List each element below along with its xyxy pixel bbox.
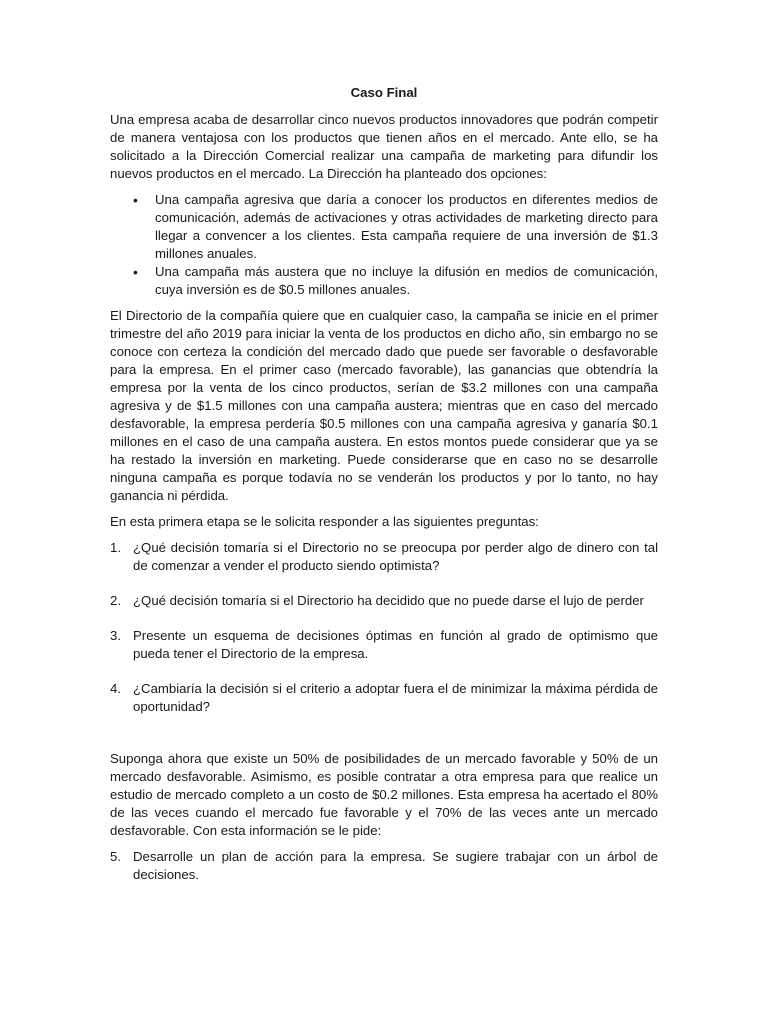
question-item (110, 680, 658, 716)
question-number: 1. (110, 540, 121, 555)
bullet-icon: • (133, 264, 138, 280)
questions-list (110, 539, 658, 716)
final-question-list (110, 848, 658, 884)
part2-paragraph: Suponga ahora que existe un 50% de posibilidades de un mercado favorable y 50% de un mercado desfavorable. Asimismo, es posible contratar a otra empresa para que realice un estudio de mercado completo a un costo de $0.2 millones. Esta empresa ha acertado el 80% de las veces cuando el mercado fue favorable y el 70% de las veces ante un mercado desfavorable. Con esta información se le pide: (110, 751, 658, 838)
question-item (110, 848, 658, 884)
campaign-option-austere (110, 263, 658, 299)
question-number: 5. (110, 849, 121, 864)
question-text: Presente un esquema de decisiones óptimas en función al grado de optimismo que pueda tener el Directorio de la empresa. (133, 628, 658, 661)
document-title: Caso Final (350, 85, 418, 100)
option-text: Una campaña agresiva que daría a conocer los productos en diferentes medios de comunicación, además de activaciones y otras actividades de marketing directo para llegar a convencer a los clientes. Esta campaña requiere de una inversión de $1.3 millones anuales. (155, 192, 658, 261)
question-number: 2. (110, 593, 121, 608)
question-text: ¿Cambiaría la decisión si el criterio a adoptar fuera el de minimizar la máxima pérdida de oportunidad? (133, 681, 658, 714)
question-text: ¿Qué decisión tomaría si el Directorio ha decidido que no puede darse el lujo de perder (133, 593, 644, 608)
question-item (110, 627, 658, 663)
question-item (110, 592, 658, 610)
campaign-options-list (110, 191, 658, 299)
question-text: Desarrolle un plan de acción para la empresa. Se sugiere trabajar con un árbol de decisiones. (133, 849, 658, 882)
question-number: 4. (110, 681, 121, 696)
directorio-paragraph: El Directorio de la compañía quiere que en cualquier caso, la campaña se inicie en el primer trimestre del año 2019 para iniciar la venta de los productos en dicho año, sin embargo no se conoce con certeza la condición del mercado dado que puede ser favorable o desfavorable para la empresa. En el primer caso (mercado favorable), las ganancias que obtendría la empresa por la venta de los cinco productos, serían de $3.2 millones con una campaña agresiva y de $1.5 millones con una campaña austera; mientras que en caso del mercado desfavorable, la empresa perdería $0.5 millones con una campaña agresiva y ganaría $0.1 millones en el caso de una campaña austera. En estos montos puede considerar que ya se ha restado la inversión en marketing. Puede considerarse que en caso no se desarrolle ninguna campaña es porque todavía no se venderán los productos y por lo tanto, no hay ganancia ni pérdida. (110, 308, 658, 503)
question-number: 3. (110, 628, 121, 643)
intro-paragraph: Una empresa acaba de desarrollar cinco nuevos productos innovadores que podrán competir de manera ventajosa con los productos que tienen años en el mercado. Ante ello, se ha solicitado a la Dirección Comercial realizar una campaña de marketing para difundir los nuevos productos en el mercado. La Dirección ha planteado dos opciones: (110, 112, 658, 181)
option-text: Una campaña más austera que no incluye la difusión en medios de comunicación, cuya inversión es de $0.5 millones anuales. (155, 264, 658, 297)
bullet-icon: • (133, 192, 138, 208)
stage-intro: En esta primera etapa se le solicita responder a las siguientes preguntas: (110, 514, 539, 529)
document-body (110, 84, 658, 884)
question-item (110, 539, 658, 575)
campaign-option-aggressive (110, 191, 658, 263)
question-text: ¿Qué decisión tomaría si el Directorio no se preocupa por perder algo de dinero con tal de comenzar a vender el producto siendo optimista? (133, 540, 658, 573)
